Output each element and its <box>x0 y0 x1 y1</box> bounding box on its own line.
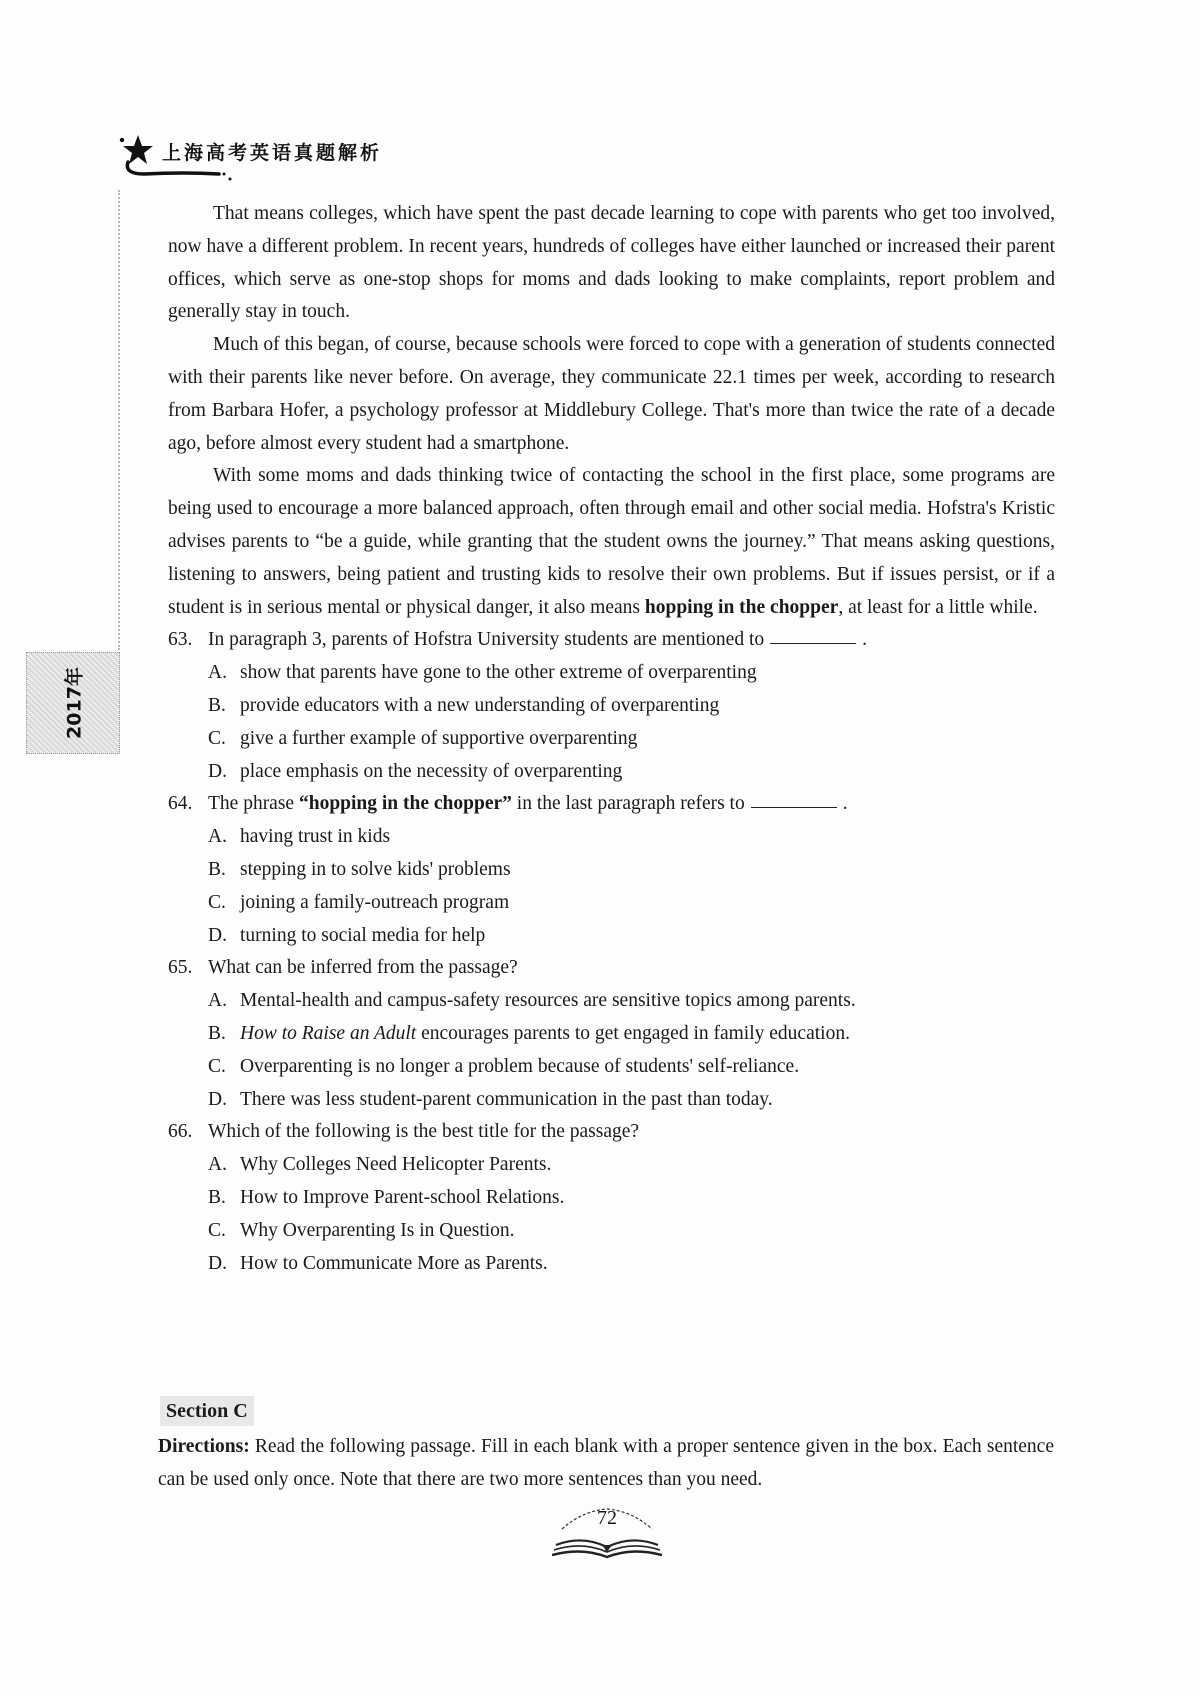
option <box>168 690 1055 723</box>
option-letter: D. <box>208 760 227 782</box>
section-c-heading: Section C <box>160 1396 254 1426</box>
swoosh-decoration <box>124 158 244 182</box>
option <box>168 1248 1055 1281</box>
year-label: 2017年 <box>63 667 86 739</box>
option-letter: D. <box>208 1088 227 1110</box>
option-letter: C. <box>208 727 226 749</box>
option-text: There was less student-parent communication in the past than today. <box>240 1088 773 1110</box>
option-text: give a further example of supportive overparenting <box>240 727 638 749</box>
option <box>168 657 1055 690</box>
question-number: 66. <box>168 1121 193 1143</box>
page-number-ornament <box>552 1505 662 1565</box>
bold-phrase: “hopping in the chopper” <box>298 793 512 815</box>
option-letter: B. <box>208 694 226 716</box>
option-text: How to Communicate More as Parents. <box>240 1252 548 1274</box>
option <box>168 920 1055 953</box>
page-header <box>118 134 438 184</box>
option <box>168 756 1055 789</box>
option-letter: B. <box>208 858 226 880</box>
option-letter: A. <box>208 826 227 848</box>
question-number: 63. <box>168 629 193 651</box>
option <box>168 1182 1055 1215</box>
option-text: Why Colleges Need Helicopter Parents. <box>240 1154 552 1176</box>
option <box>168 1084 1055 1117</box>
option-letter: A. <box>208 662 227 684</box>
option <box>168 985 1055 1018</box>
question-64: 64. The phrase “hopping in the chopper” in the last paragraph refers to . <box>168 788 1055 821</box>
option-text: having trust in kids <box>240 826 391 848</box>
option-text: Overparenting is no longer a problem because of students' self-reliance. <box>240 1055 800 1077</box>
book-title: How to Raise an Adult <box>240 1022 417 1044</box>
option-letter: C. <box>208 891 226 913</box>
option <box>168 887 1055 920</box>
answer-blank <box>751 791 837 808</box>
option <box>168 723 1055 756</box>
answer-blank <box>770 627 856 644</box>
question-stem: Which of the following is the best title for the passage? <box>208 1121 640 1143</box>
option-text: Mental-health and campus-safety resources are sensitive topics among parents. <box>240 990 856 1012</box>
question-number: 64. <box>168 793 193 815</box>
paragraph-text: With some moms and dads thinking twice of contacting the school in the first place, some programs are being used to encourage a more balanced approach, often through email and other social media. Hofstra's Kristic advises parents to “be a guide, while granting that the student owns the journey.” That means asking questions, listening to answers, being patient and trusting kids to resolve their own problems. But if issues persist, or if a student is in serious mental or physical danger, it also means <box>168 465 1055 618</box>
question-stem: What can be inferred from the passage? <box>208 957 518 979</box>
question-63: 63. In paragraph 3, parents of Hofstra University students are mentioned to . <box>168 624 1055 657</box>
paragraph: Much of this began, of course, because schools were forced to cope with a generation of students connected with their parents like never before. On average, they communicate 22.1 times per week, according to research from Barbara Hofer, a psychology professor at Middlebury College. That's more than twice the rate of a decade ago, before almost every student had a smartphone. <box>168 334 1055 454</box>
option-letter: D. <box>208 924 227 946</box>
option <box>168 1051 1055 1084</box>
option-letter: D. <box>208 1252 227 1274</box>
option-letter: B. <box>208 1186 226 1208</box>
option-letter: A. <box>208 1154 227 1176</box>
option <box>168 1018 1055 1051</box>
option-text: place emphasis on the necessity of overparenting <box>240 760 623 782</box>
reading-passage <box>168 198 1055 1280</box>
paragraph: That means colleges, which have spent the past decade learning to cope with parents who get too involved, now have a different problem. In recent years, hundreds of colleges have either launched or increased their parent offices, which serve as one-stop shops for moms and dads looking to make complaints, report problem and generally stay in touch. <box>168 203 1055 323</box>
question-stem: in the last paragraph refers to <box>511 793 745 815</box>
option-text: provide educators with a new understanding of overparenting <box>240 694 720 716</box>
paragraph <box>168 460 1055 624</box>
option <box>168 821 1055 854</box>
option-text: turning to social media for help <box>240 924 486 946</box>
question-number: 65. <box>168 957 193 979</box>
header-title: 上海高考英语真题解析 <box>162 142 383 164</box>
option <box>168 1149 1055 1182</box>
option-text: show that parents have gone to the other extreme of overparenting <box>240 662 757 684</box>
option-letter: C. <box>208 1219 226 1241</box>
option-text: Why Overparenting Is in Question. <box>240 1219 515 1241</box>
option-text: encourages parents to get engaged in family education. <box>416 1022 850 1044</box>
question-65 <box>168 952 1055 985</box>
option-text: stepping in to solve kids' problems <box>240 858 511 880</box>
directions-label: Directions: <box>158 1436 250 1457</box>
option <box>168 1215 1055 1248</box>
directions-text: Read the following passage. Fill in each blank with a proper sentence given in the box. Each sentence can be used only once. Note that there are two more sentences than you need. <box>158 1436 1054 1490</box>
paragraph-text: , at least for a little while. <box>838 596 1038 618</box>
option-letter: C. <box>208 1055 226 1077</box>
question-stem: In paragraph 3, parents of Hofstra University students are mentioned to <box>208 629 765 651</box>
option-letter: A. <box>208 990 227 1012</box>
question-66 <box>168 1116 1055 1149</box>
question-stem: The phrase <box>208 793 299 815</box>
bold-phrase: hopping in the chopper <box>644 596 839 618</box>
margin-dotted-line <box>118 190 120 650</box>
year-side-tab <box>26 652 120 754</box>
page-number: 72 <box>597 1507 617 1529</box>
option-text: How to Improve Parent-school Relations. <box>240 1186 565 1208</box>
option-text: joining a family-outreach program <box>240 891 510 913</box>
directions <box>158 1430 1054 1496</box>
option <box>168 854 1055 887</box>
option-letter: B. <box>208 1022 226 1044</box>
